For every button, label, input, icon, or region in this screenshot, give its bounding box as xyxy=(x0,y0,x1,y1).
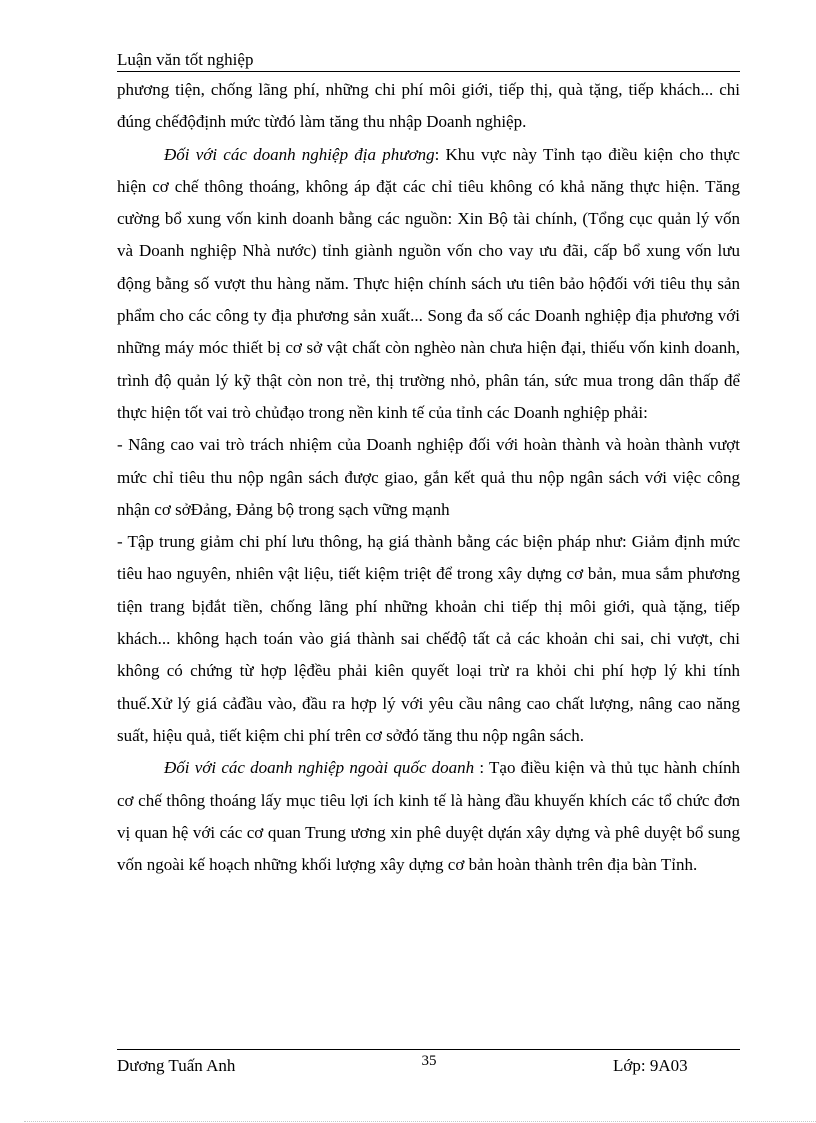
header-divider xyxy=(117,71,740,72)
paragraph-2 xyxy=(117,139,740,430)
footer-class-label: Lớp: 9A03 xyxy=(613,1056,688,1075)
paragraph-5-text: : Tạo điều kiện và thủ tục hành chính cơ chế thông thoáng lấy mục tiêu lợi ích kinh tế là hàng đầu khuyến khích các tổ chức đơn vị quan hệ với các cơ quan Trung ương xin phê duyệt dựán xây dựng và phê duyệt bổ sung vốn ngoài kế hoạch những khối lượng xây dựng cơ bản hoàn thành trên địa bàn Tỉnh. xyxy=(117,758,740,875)
paragraph-5-heading: Đối với các doanh nghiệp ngoài quốc doanh xyxy=(164,758,475,778)
paragraph-1: phương tiện, chống lãng phí, những chi phí môi giới, tiếp thị, quà tặng, tiếp khách... chi đúng chếđộđịnh mức từđó làm tăng thu nhập Doanh nghiệp. xyxy=(117,80,740,132)
document-body xyxy=(117,74,740,881)
footer-author: Dương Tuấn Anh xyxy=(117,1056,236,1075)
paragraph-2-heading: Đối với các doanh nghiệp địa phương xyxy=(164,144,435,164)
paragraph-3-bullet: - Nâng cao vai trò trách nhiệm của Doanh nghiệp đối với hoàn thành và hoàn thành vượt mức chỉ tiêu thu nộp ngân sách được giao, gắn kết quả thu nộp ngân sách với việc công nhận cơ sởĐảng, Đảng bộ trong sạch vững mạnh xyxy=(117,435,740,519)
paragraph-2-text: : Khu vực này Tỉnh tạo điều kiện cho thực hiện cơ chế thông thoáng, không áp đặt các chỉ tiêu không có khả năng thực hiện. Tăng cường bổ xung vốn kinh doanh bằng các nguồn: Xin Bộ tài chính, (Tổng cục quản lý vốn và Doanh nghiệp Nhà nước) tỉnh giành nguồn vốn cho vay ưu đãi, cấp bổ xung vốn lưu động bằng số vượt thu hàng năm. Thực hiện chính sách ưu tiên bảo hộđối với tiêu thụ sản phẩm cho các công ty địa phương sản xuất... Song đa số các Doanh nghiệp địa phương với những máy móc thiết bị cơ sở vật chất còn nghèo nàn chưa hiện đại, thiếu vốn kinh doanh, trình độ quản lý kỹ thật còn non trẻ, thị trường nhỏ, phân tán, sức mua trong dân thấp để thực hiện tốt vai trò chủđạo trong nền kinh tế của tỉnh các Doanh nghiệp phải: xyxy=(117,144,740,422)
page-number: 35 xyxy=(421,1053,437,1069)
paragraph-5 xyxy=(117,752,740,881)
paragraph-4-bullet: - Tập trung giảm chi phí lưu thông, hạ giá thành bằng các biện pháp như: Giảm định mức tiêu hao nguyên, nhiên vật liệu, tiết kiệm triệt để trong xây dựng cơ bản, mua sắm phương tiện trang bịđắt tiền, chống lãng phí những khoản chi tiếp thị môi giới, quà tặng, tiếp khách... không hạch toán vào giá thành sai chếđộ tất cả các khoản chi sai, chi vượt, chi không có chứng từ hợp lệđều phải kiên quyết loại trừ ra khỏi chi phí hợp lý khi tính thuế.Xử lý giá cảđầu vào, đầu ra hợp lý với yêu cầu nâng cao chất lượng, nâng cao năng suất, hiệu quả, tiết kiệm chi phí trên cơ sởđó tăng thu nộp ngân sách. xyxy=(117,532,740,745)
page-header-title: Luận văn tốt nghiệp xyxy=(117,50,254,69)
footer-divider xyxy=(117,1049,740,1050)
page-bottom-edge xyxy=(24,1121,816,1122)
